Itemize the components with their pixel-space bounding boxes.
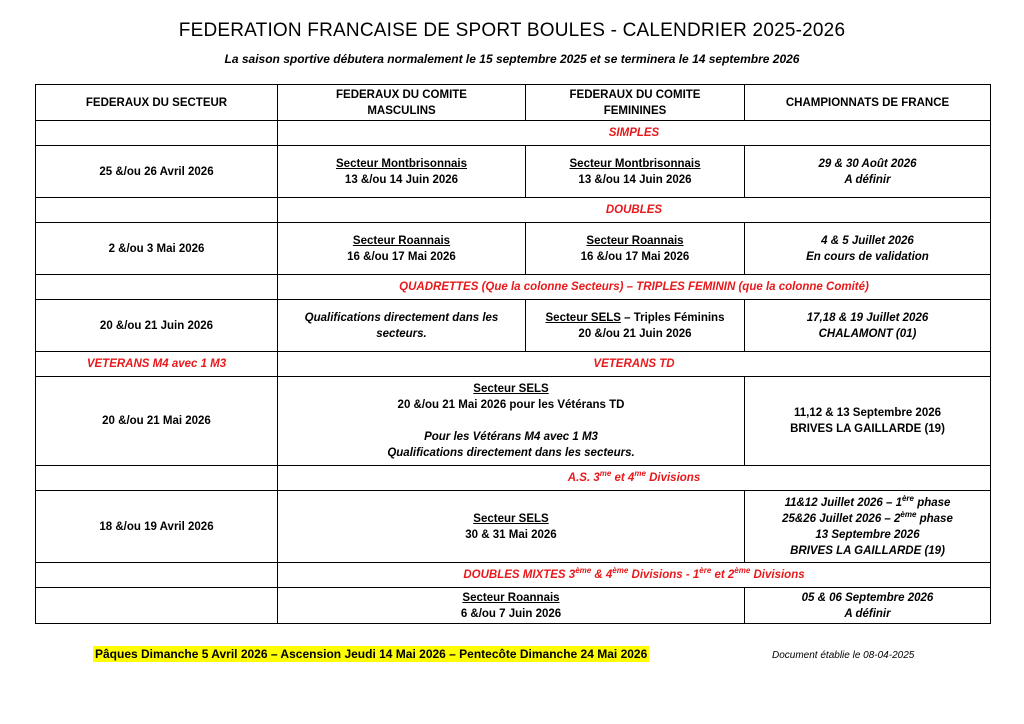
cf-cell: 11&12 Juillet 2026 – 1ère phase 25&26 Juillet 2026 – 2ème phase 13 Septembre 2026 BRIVES LA GAILLARDE (19) <box>745 491 991 563</box>
cf-cell: 05 & 06 Septembre 2026 A définir <box>745 588 991 624</box>
section-label-simples: SIMPLES <box>278 121 991 146</box>
secteur-date: 2 &/ou 3 Mai 2026 <box>36 223 278 275</box>
comite-cell: Secteur Roannais 6 &/ou 7 Juin 2026 <box>278 588 745 624</box>
secteur-date: 18 &/ou 19 Avril 2026 <box>36 491 278 563</box>
empty-cell <box>36 121 278 146</box>
section-label-quadrettes: QUADRETTES (Que la colonne Secteurs) – TRIPLES FEMININ (que la colonne Comité) <box>278 275 991 300</box>
secteur-date: 25 &/ou 26 Avril 2026 <box>36 146 278 198</box>
masc-cell: Qualifications directement dans les secteurs. <box>278 300 526 352</box>
section-row-quadrettes <box>36 275 991 300</box>
header-row <box>36 85 991 121</box>
cf-cell: 17,18 & 19 Juillet 2026 CHALAMONT (01) <box>745 300 991 352</box>
section-row-as-divisions <box>36 466 991 491</box>
section-row-doubles-mixtes <box>36 563 991 588</box>
section-label-veterans-td: VETERANS TD <box>278 352 991 377</box>
fem-cell: Secteur Roannais 16 &/ou 17 Mai 2026 <box>526 223 745 275</box>
section-label-doubles-mixtes: DOUBLES MIXTES 3ème & 4ème Divisions - 1ère et 2ème Divisions <box>278 563 991 588</box>
document-date: Document établie le 08-04-2025 <box>772 650 915 661</box>
table-row-as-divisions <box>36 491 991 563</box>
cf-cell: 11,12 & 13 Septembre 2026 BRIVES LA GAILLARDE (19) <box>745 377 991 466</box>
table-row-quadrettes <box>36 300 991 352</box>
empty-cell <box>36 588 278 624</box>
section-row-doubles <box>36 198 991 223</box>
secteur-date: 20 &/ou 21 Juin 2026 <box>36 300 278 352</box>
section-label-as-divisions: A.S. $3^{me}$ et $4^{me}$ Divisions <box>278 466 991 491</box>
fem-cell: Secteur Montbrisonnais 13 &/ou 14 Juin 2026 <box>526 146 745 198</box>
empty-cell <box>36 466 278 491</box>
section-label-doubles: DOUBLES <box>278 198 991 223</box>
header-secteur: FEDERAUX DU SECTEUR <box>36 85 278 121</box>
table-row-doubles <box>36 223 991 275</box>
table-row-simples <box>36 146 991 198</box>
calendar-table <box>35 84 991 624</box>
section-row-simples <box>36 121 991 146</box>
empty-cell <box>36 563 278 588</box>
table-row-veterans <box>36 377 991 466</box>
cf-cell: 29 & 30 Août 2026 A définir <box>745 146 991 198</box>
fem-cell: Secteur SELS – Triples Féminins 20 &/ou 21 Juin 2026 <box>526 300 745 352</box>
empty-cell <box>36 275 278 300</box>
comite-cell: Secteur SELS 20 &/ou 21 Mai 2026 pour les Vétérans TD Pour les Vétérans M4 avec 1 M3 Qualifications directement dans les secteurs. <box>278 377 745 466</box>
empty-cell <box>36 198 278 223</box>
header-comite-feminines: FEDERAUX DU COMITE FEMININES <box>526 85 745 121</box>
section-label-veterans-m4: VETERANS M4 avec 1 M3 <box>36 352 278 377</box>
masc-cell: Secteur Montbrisonnais 13 &/ou 14 Juin 2026 <box>278 146 526 198</box>
page-title: FEDERATION FRANCAISE DE SPORT BOULES - CALENDRIER 2025-2026 <box>178 20 846 41</box>
header-championnats: CHAMPIONNATS DE FRANCE <box>745 85 991 121</box>
header-comite-masculins: FEDERAUX DU COMITE MASCULINS <box>278 85 526 121</box>
section-row-veterans <box>36 352 991 377</box>
page-subtitle: La saison sportive débutera normalement le 15 septembre 2025 et se terminera le 14 septembre 2026 <box>224 52 800 66</box>
holidays-note: Pâques Dimanche 5 Avril 2026 – Ascension Jeudi 14 Mai 2026 – Pentecôte Dimanche 24 Mai 2026 <box>95 647 648 661</box>
masc-cell: Secteur Roannais 16 &/ou 17 Mai 2026 <box>278 223 526 275</box>
secteur-date: 20 &/ou 21 Mai 2026 <box>36 377 278 466</box>
table-row-doubles-mixtes <box>36 588 991 624</box>
comite-cell: Secteur SELS 30 & 31 Mai 2026 <box>278 491 745 563</box>
cf-cell: 4 & 5 Juillet 2026 En cours de validation <box>745 223 991 275</box>
